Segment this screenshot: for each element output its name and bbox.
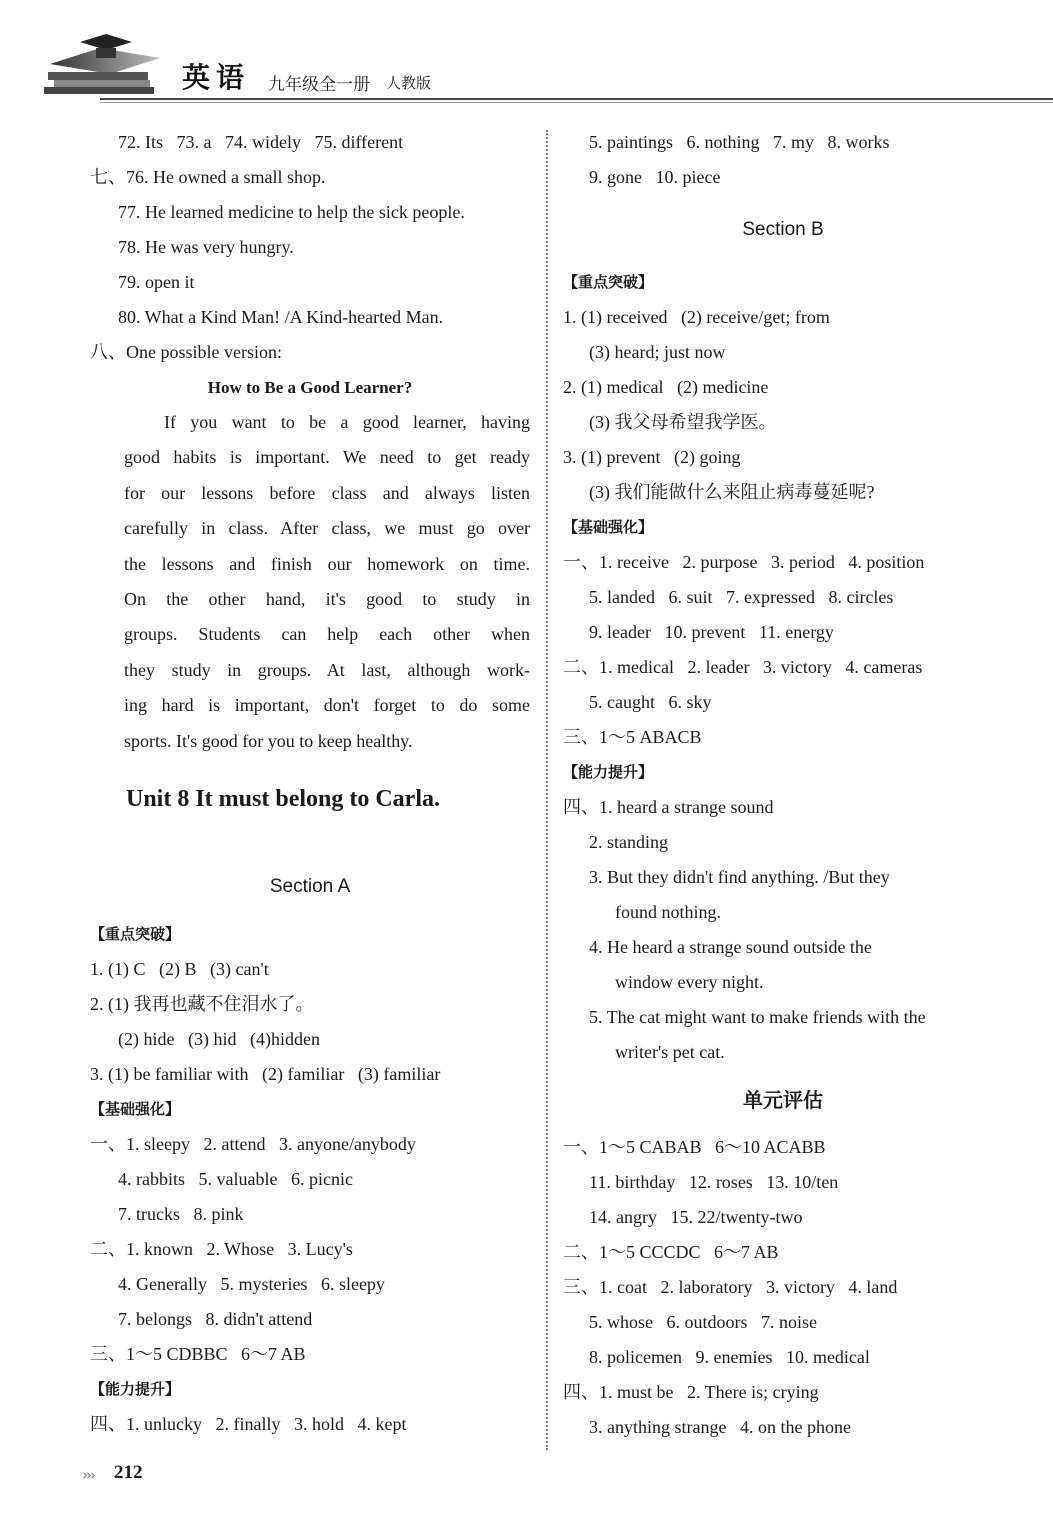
- right-answers-evaluation: [563, 1130, 1003, 1445]
- graduation-cap-books-icon: [40, 28, 180, 100]
- answer-line: 11. birthday 12. roses 13. 10/ten: [589, 1172, 839, 1192]
- essay-line: ing hard is important, don't forget to do some: [124, 695, 530, 716]
- essay-title: How to Be a Good Learner?: [207, 378, 413, 397]
- answer-line: 4. He heard a strange sound outside the: [589, 937, 872, 957]
- answer-line: 2. standing: [589, 832, 668, 852]
- answer-line: 5. paintings 6. nothing 7. my 8. works: [589, 132, 890, 152]
- header-rule-thin: [100, 102, 1053, 103]
- answer-line: writer's pet cat.: [615, 1042, 725, 1062]
- answer-line: 72. Its 73. a 74. widely 75. different: [118, 132, 404, 152]
- answer-line: 三、1～5 CDBBC 6～7 AB: [90, 1343, 306, 1364]
- answer-line: 二、1～5 CCCDC 6～7 AB: [563, 1242, 779, 1262]
- answer-line: 5. The cat might want to make friends with the: [589, 1007, 926, 1027]
- unit-title: Unit 8 It must belong to Carla.: [126, 785, 441, 812]
- answer-line: 四、1. must be 2. There is; crying: [563, 1382, 819, 1402]
- section-tag: 【能力提升】: [563, 763, 654, 781]
- answer-line: 3. anything strange 4. on the phone: [589, 1417, 851, 1437]
- essay-line: groups. Students can help each other when: [124, 624, 530, 645]
- answer-line: 4. Generally 5. mysteries 6. sleepy: [118, 1273, 385, 1294]
- answer-line: 一、1. sleepy 2. attend 3. anyone/anybody: [90, 1133, 416, 1154]
- page-number: 212: [114, 1462, 143, 1483]
- section-tag: 【基础强化】: [90, 1099, 181, 1118]
- answer-line: 9. leader 10. prevent 11. energy: [589, 622, 834, 642]
- left-answers-top: [90, 125, 530, 370]
- column-divider: [546, 130, 548, 1450]
- essay-line: for our lessons before class and always listen: [124, 482, 530, 503]
- answer-line: 一、1. receive 2. purpose 3. period 4. position: [563, 552, 925, 572]
- answer-line: 8. policemen 9. enemies 10. medical: [589, 1347, 870, 1367]
- essay-line: good habits is important. We need to get ready: [124, 447, 530, 468]
- header-rule: [100, 98, 1053, 100]
- answer-line: 七、76. He owned a small shop.: [90, 167, 326, 187]
- right-column: [563, 125, 1003, 1445]
- essay-line: sports. It's good for you to keep healthy.: [124, 730, 413, 751]
- answer-line: 3. (1) prevent (2) going: [563, 447, 741, 467]
- answer-line: 三、1～5 ABACB: [563, 727, 702, 747]
- section-tag: 【重点突破】: [90, 924, 181, 943]
- essay-line: If you want to be a good learner, having: [164, 412, 530, 432]
- answer-line: 八、One possible version:: [90, 342, 282, 362]
- answer-line: 9. gone 10. piece: [589, 167, 721, 187]
- essay-line: the lessons and finish our homework on time.: [124, 553, 530, 574]
- header-grade: 九年级全一册: [268, 75, 370, 95]
- essay-line: they study in groups. At last, although work-: [124, 659, 530, 680]
- answer-line: 79. open it: [118, 272, 195, 292]
- answer-line: 14. angry 15. 22/twenty-two: [589, 1207, 803, 1227]
- answer-line: 1. (1) C (2) B (3) can't: [90, 958, 269, 979]
- unit-evaluation-title: 单元评估: [743, 1088, 823, 1112]
- section-a-title: Section A: [269, 875, 351, 897]
- answer-line: (3) heard; just now: [589, 342, 726, 362]
- essay-line: On the other hand, it's good to study in: [124, 588, 530, 609]
- answer-line: 四、1. heard a strange sound: [563, 797, 774, 817]
- answer-line: 5. whose 6. outdoors 7. noise: [589, 1312, 817, 1332]
- essay-body: [90, 405, 530, 759]
- answer-line: 一、1～5 CABAB 6～10 ACABB: [563, 1137, 826, 1157]
- right-answers-top: [563, 125, 1003, 195]
- answer-line: 二、1. known 2. Whose 3. Lucy's: [90, 1238, 353, 1259]
- answer-line: (2) hide (3) hid (4)hidden: [118, 1028, 320, 1049]
- answer-line: (3) 我们能做什么来阻止病毒蔓延呢?: [589, 482, 875, 502]
- page-arrows-icon: ›››: [82, 1466, 94, 1484]
- right-answers-section-b: [563, 265, 1003, 1070]
- left-column: [90, 125, 530, 1442]
- answer-line: 三、1. coat 2. laboratory 3. victory 4. land: [563, 1277, 898, 1297]
- answer-line: 3. (1) be familiar with (2) familiar (3) familiar: [90, 1063, 441, 1084]
- answer-line: 3. But they didn't find anything. /But they: [589, 867, 890, 887]
- answer-line: 7. trucks 8. pink: [118, 1203, 244, 1224]
- essay-line: carefully in class. After class, we must go over: [124, 518, 530, 539]
- header-edition: 人教版: [386, 74, 432, 92]
- section-b-title: Section B: [742, 219, 824, 240]
- answer-line: 5. caught 6. sky: [589, 692, 712, 712]
- answer-line: 2. (1) medical (2) medicine: [563, 377, 769, 397]
- answer-line: 二、1. medical 2. leader 3. victory 4. cameras: [563, 657, 923, 677]
- answer-line: (3) 我父母希望我学医。: [589, 412, 777, 432]
- answer-line: 5. landed 6. suit 7. expressed 8. circles: [589, 587, 894, 607]
- answer-line: found nothing.: [615, 902, 721, 922]
- left-answers-section-a: [90, 917, 530, 1442]
- answer-line: 2. (1) 我再也藏不住泪水了。: [90, 993, 314, 1014]
- answer-line: 77. He learned medicine to help the sick people.: [118, 202, 465, 222]
- answer-line: 80. What a Kind Man! /A Kind-hearted Man.: [118, 307, 444, 327]
- section-tag: 【基础强化】: [563, 518, 654, 536]
- answer-line: 1. (1) received (2) receive/get; from: [563, 307, 830, 327]
- section-tag: 【重点突破】: [563, 273, 654, 291]
- answer-line: window every night.: [615, 972, 764, 992]
- answer-line: 四、1. unlucky 2. finally 3. hold 4. kept: [90, 1413, 407, 1434]
- header-subject: 英语: [182, 61, 251, 94]
- answer-line: 78. He was very hungry.: [118, 237, 294, 257]
- page-header: [0, 0, 1053, 110]
- section-tag: 【能力提升】: [90, 1379, 181, 1398]
- answer-line: 4. rabbits 5. valuable 6. picnic: [118, 1168, 353, 1189]
- answer-line: 7. belongs 8. didn't attend: [118, 1308, 313, 1329]
